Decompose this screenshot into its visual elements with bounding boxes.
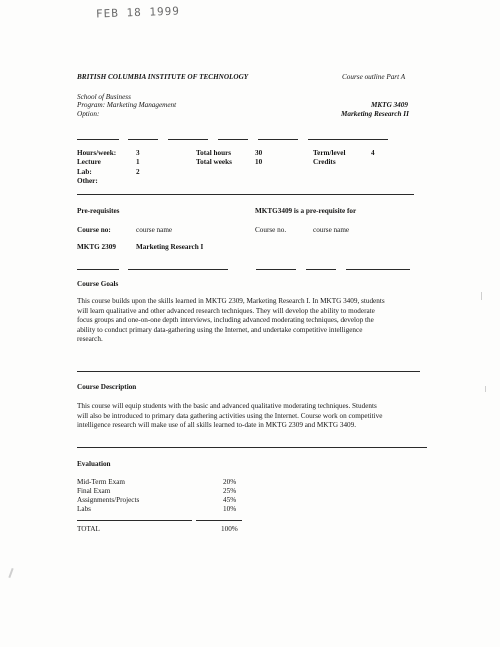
course-description-text xyxy=(77,402,427,431)
outline-label: Course outline Part A xyxy=(342,73,406,81)
section-divider xyxy=(77,194,414,195)
evaluation-total-label: TOTAL xyxy=(77,525,100,533)
course-name-label-right: course name xyxy=(313,226,350,234)
other-label: Other: xyxy=(77,177,98,185)
school-name: School of Business xyxy=(77,93,131,101)
lecture-value: 1 xyxy=(136,158,140,166)
separator xyxy=(77,139,119,140)
course-title: Marketing Research II xyxy=(341,110,409,118)
separator xyxy=(128,139,158,140)
goals-line: This course builds upon the skills learned in MKTG 2309, Marketing Research I. In MKTG 3409, students xyxy=(77,297,385,305)
prerequisite-course-code: MKTG 2309 xyxy=(77,243,116,251)
goals-line: research. xyxy=(77,335,103,344)
total-weeks-label: Total weeks xyxy=(196,158,232,166)
lab-value: 2 xyxy=(136,168,140,176)
course-name-label: course name xyxy=(136,226,173,234)
course-description-heading: Course Description xyxy=(77,383,137,391)
course-goals-text xyxy=(77,297,427,345)
scan-mark xyxy=(8,568,13,578)
separator xyxy=(306,269,336,270)
scan-mark xyxy=(481,292,482,300)
evaluation-total-value: 100% xyxy=(221,525,238,533)
lecture-label: Lecture xyxy=(77,158,101,166)
separator xyxy=(128,269,228,270)
hours-week-value: 3 xyxy=(136,149,140,157)
evaluation-item-weight: 45% xyxy=(223,496,237,504)
description-line: will also be introduced to primary data gathering activities using the Internet. Course work on competitive xyxy=(77,411,383,420)
description-line: This course will equip students with the basic and advanced qualitative moderating techniques. Students xyxy=(77,402,377,410)
term-level-label: Term/level xyxy=(313,149,346,157)
evaluation-item-label: Assignments/Projects xyxy=(77,496,140,504)
course-no-label: Course no: xyxy=(77,226,111,234)
separator xyxy=(256,269,296,270)
evaluation-item-weight: 20% xyxy=(223,478,237,486)
program-line: Program: Marketing Management xyxy=(77,101,177,109)
total-hours-value: 30 xyxy=(255,149,263,157)
evaluation-heading: Evaluation xyxy=(77,460,111,468)
separator xyxy=(346,269,410,270)
course-no-label-right: Course no. xyxy=(255,226,287,234)
term-level-value: 4 xyxy=(371,149,375,157)
separator xyxy=(77,269,119,270)
hours-week-label: Hours/week: xyxy=(77,149,117,157)
received-date-stamp: FEB 18 1999 xyxy=(95,4,181,21)
credits-label: Credits xyxy=(313,158,336,166)
evaluation-item-label: Labs xyxy=(77,505,91,513)
course-goals-heading: Course Goals xyxy=(77,280,119,288)
evaluation-item-label: Final Exam xyxy=(77,487,111,495)
prerequisites-label: Pre-requisites xyxy=(77,207,120,215)
institute-name: BRITISH COLUMBIA INSTITUTE OF TECHNOLOGY xyxy=(77,73,249,81)
option-line: Option: xyxy=(77,110,100,118)
evaluation-item-weight: 10% xyxy=(223,505,237,513)
section-divider xyxy=(77,371,420,372)
course-code: MKTG 3409 xyxy=(371,101,408,109)
prerequisite-for-label: MKTG3409 is a pre-requisite for xyxy=(255,207,357,215)
goals-line: will learn qualitative and other advanced research techniques. They will develop the ability to moderate xyxy=(77,306,375,315)
goals-line: focus groups and one-on-one depth interviews, including advanced moderating techniques, develop the xyxy=(77,316,374,325)
section-divider xyxy=(77,447,427,448)
total-rule xyxy=(77,520,192,521)
total-weeks-value: 10 xyxy=(255,158,263,166)
separator xyxy=(308,139,388,140)
evaluation-item-weight: 25% xyxy=(223,487,237,495)
separator xyxy=(218,139,248,140)
total-rule xyxy=(196,520,242,521)
goals-line: ability to conduct primary data-gathering using the Internet, and undertake competitive intelligence xyxy=(77,325,363,334)
lab-label: Lab: xyxy=(77,168,92,176)
scan-mark xyxy=(485,386,486,392)
separator xyxy=(168,139,208,140)
evaluation-item-label: Mid-Term Exam xyxy=(77,478,125,486)
description-line: intelligence research will make use of all skills learned to-date in MKTG 2309 and MKTG 3409. xyxy=(77,421,357,430)
prerequisite-course-name: Marketing Research I xyxy=(136,243,204,251)
total-hours-label: Total hours xyxy=(196,149,232,157)
separator xyxy=(258,139,298,140)
